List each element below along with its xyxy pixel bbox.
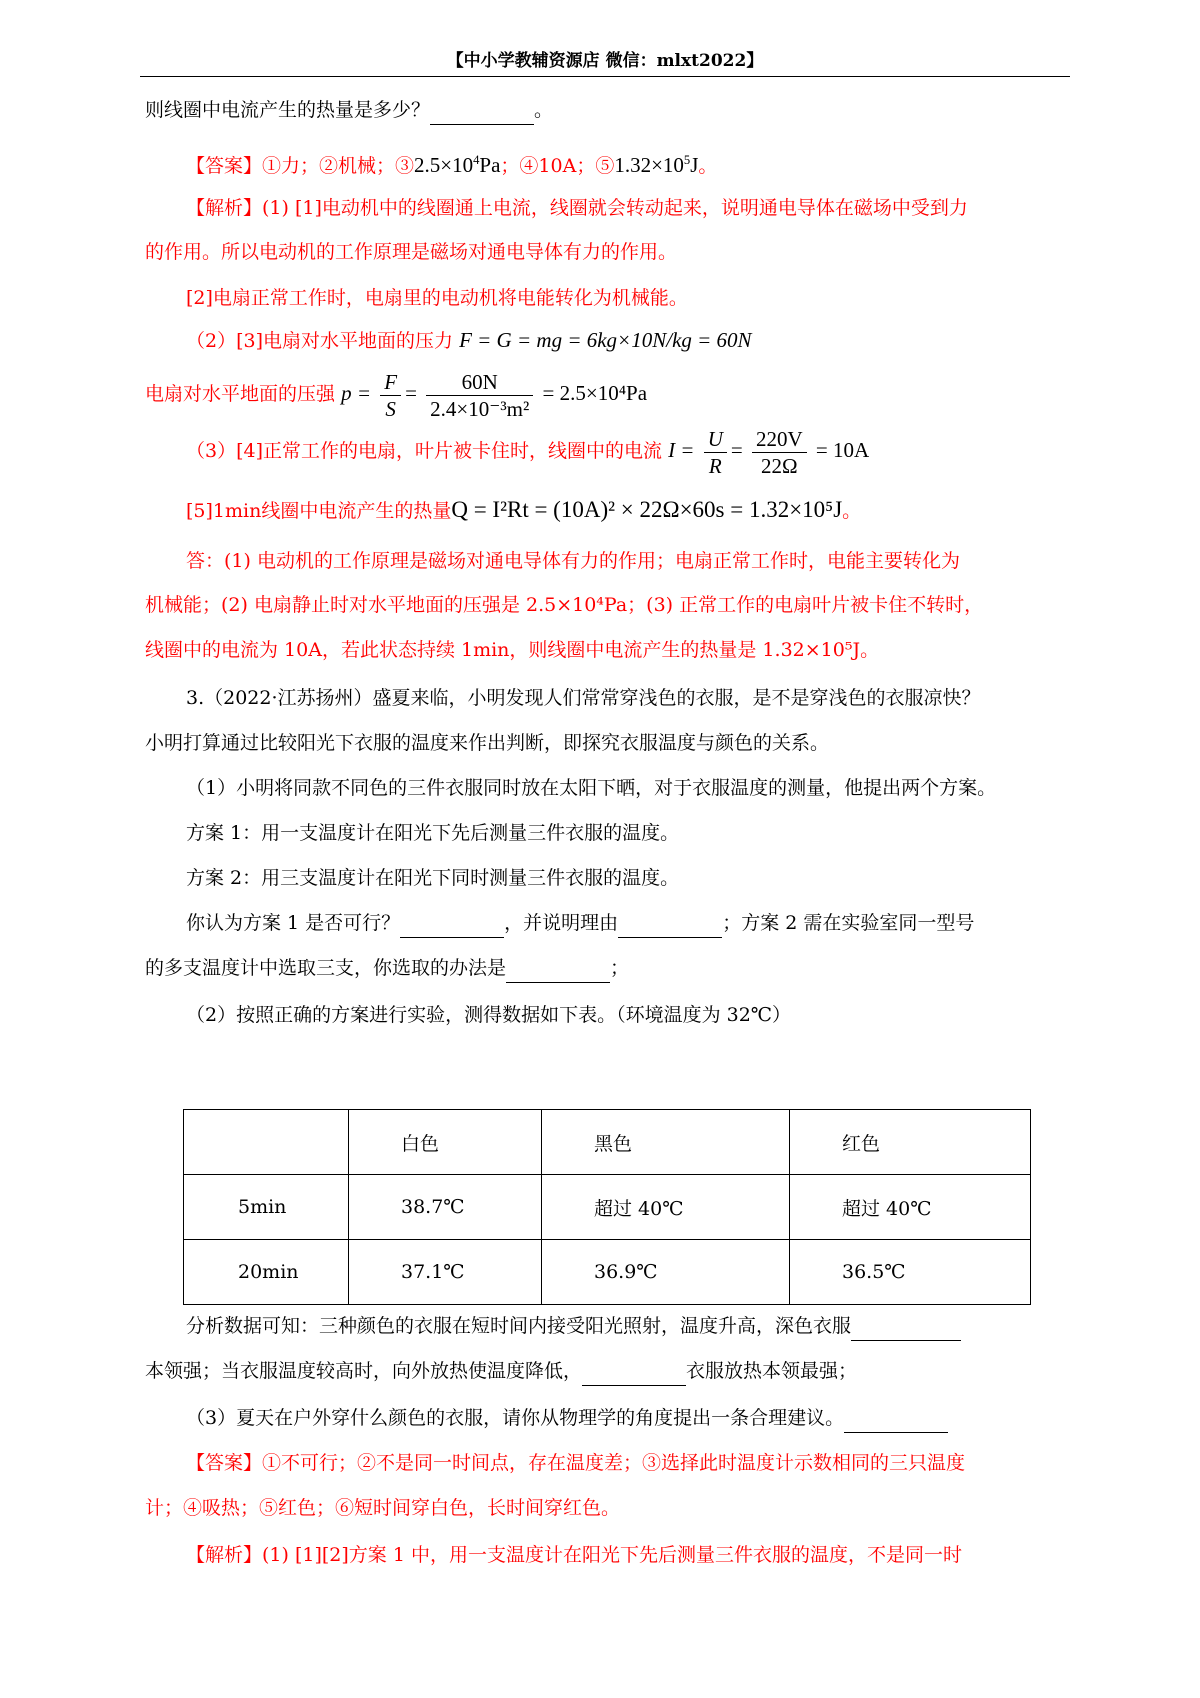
explanation-tag: 【解析】 <box>186 1544 263 1566</box>
answer-text: 。 <box>698 155 718 177</box>
explanation-1b: 的作用。所以电动机的工作原理是磁场对通电导体有力的作用。 <box>145 241 678 263</box>
text: ；方案 2 需在实验室同一型号 <box>722 912 975 934</box>
explanation-1g <box>186 492 1116 529</box>
answer-blank <box>582 1357 686 1386</box>
math-pressure: $2.5\times 10^4Pa$ <box>414 153 501 177</box>
explanation-text: 。 <box>842 500 862 522</box>
question-3h: （2）按照正确的方案进行实验，测得数据如下表。（环境温度为 32℃） <box>186 1004 792 1026</box>
explanation-text: [5]1min线圈中电流产生的热量 <box>186 500 452 522</box>
math-pressure-formula: p = $\frac{F}{S}$ = $\frac{60N}{\text{2.4×10⁻³m²}}$ = 2.5×10⁴Pa <box>341 369 648 421</box>
answer-tag: 【答案】 <box>186 155 263 177</box>
header-rule <box>140 76 1070 77</box>
explanation-text: (1) [1][2]方案 1 中，用一支温度计在阳光下先后测量三件衣服的温度，不是同一时 <box>262 1544 962 1566</box>
text: 的多支温度计中选取三支，你选取的办法是 <box>145 957 507 979</box>
table-cell: 20min <box>184 1240 349 1305</box>
question-3i <box>186 1312 1116 1341</box>
answer-blank <box>618 909 722 938</box>
answer-text: ①不可行；②不是同一时间点，存在温度差；③选择此时温度计示数相同的三只温度 <box>262 1452 966 1474</box>
answer-blank <box>844 1404 948 1433</box>
text: （3）夏天在户外穿什么颜色的衣服，请你从物理学的角度提出一条合理建议。 <box>186 1407 845 1429</box>
math-force: F = G = mg = 6kg×10N/kg = 60N <box>459 328 752 352</box>
table-cell: 37.1℃ <box>349 1240 542 1305</box>
explanation-text: (1) [1]电动机中的线圈通上电流，线圈就会转动起来，说明通电导体在磁场中受到力 <box>262 197 968 219</box>
table-cell: 38.7℃ <box>349 1175 542 1240</box>
explanation-tag: 【解析】 <box>186 197 263 219</box>
text: 则线圈中电流产生的热量是多少？ <box>145 99 431 121</box>
question-3c: （1）小明将同款不同色的三件衣服同时放在太阳下晒，对于衣服温度的测量，他提出两个方案。 <box>186 777 997 799</box>
line-1 <box>145 96 1075 125</box>
table-cell: 超过 40℃ <box>542 1175 790 1240</box>
summary-1a: 答：(1) 电动机的工作原理是磁场对通电导体有力的作用；电扇正常工作时，电能主要转化为 <box>186 550 960 572</box>
question-3g <box>145 954 1075 983</box>
table-cell: 36.5℃ <box>790 1240 1031 1305</box>
question-3f <box>186 909 1116 938</box>
table-cell: 白色 <box>349 1110 542 1175</box>
answer-blank <box>851 1312 961 1341</box>
question-3e: 方案 2：用三支温度计在阳光下同时测量三件衣服的温度。 <box>186 867 680 889</box>
question-3b: 小明打算通过比较阳光下衣服的温度来作出判断，即探究衣服温度与颜色的关系。 <box>145 732 830 754</box>
temperature-table <box>183 1109 1031 1305</box>
question-3k <box>186 1404 1116 1433</box>
answer-blank <box>506 954 610 983</box>
math-current-formula: I = $\frac{U}{R}$ = $\frac{220V}{22\Omega}$ = 10A <box>668 426 870 478</box>
explanation-1e <box>145 365 1075 421</box>
summary-1b: 机械能；(2) 电扇静止时对水平地面的压强是 2.5×10⁴Pa；(3) 正常工作的电扇叶片被卡住不转时， <box>145 594 984 616</box>
answer-blank <box>400 909 504 938</box>
explanation-1d <box>186 326 1116 355</box>
table-cell: 36.9℃ <box>542 1240 790 1305</box>
text: 分析数据可知：三种颜色的衣服在短时间内接受阳光照射，温度升高，深色衣服 <box>186 1315 852 1337</box>
table-cell <box>184 1110 349 1175</box>
answer-1 <box>186 146 1116 180</box>
table-cell: 超过 40℃ <box>790 1175 1031 1240</box>
explanation-1a <box>186 194 1116 222</box>
answer-blank <box>430 96 534 125</box>
table-cell: 黑色 <box>542 1110 790 1175</box>
table-cell: 红色 <box>790 1110 1031 1175</box>
explanation-1c: [2]电扇正常工作时，电扇里的电动机将电能转化为机械能。 <box>186 287 688 309</box>
question-3a: 3.（2022·江苏扬州）盛夏来临，小明发现人们常常穿浅色的衣服，是不是穿浅色的衣服凉快？ <box>186 687 981 709</box>
explanation-2a <box>186 1541 1116 1569</box>
explanation-1f <box>186 422 1116 478</box>
question-3d: 方案 1：用一支温度计在阳光下先后测量三件衣服的温度。 <box>186 822 680 844</box>
table-row <box>184 1240 1031 1305</box>
text: ； <box>610 957 630 979</box>
text: 本领强；当衣服温度较高时，向外放热使温度降低， <box>145 1360 583 1382</box>
explanation-text: （2）[3]电扇对水平地面的压力 <box>186 330 454 352</box>
math-heat: $1.32\times 10^5J$ <box>614 153 699 177</box>
answer-text: ；④10A；⑤ <box>500 155 615 177</box>
answer-2a <box>186 1449 1116 1477</box>
answer-tag: 【答案】 <box>186 1452 263 1474</box>
table-row <box>184 1175 1031 1240</box>
explanation-text: 电扇对水平地面的压强 <box>145 383 336 405</box>
answer-text: ①力；②机械；③ <box>262 155 415 177</box>
text: 衣服放热本领最强； <box>686 1360 858 1382</box>
answer-2b: 计；④吸热；⑤红色；⑥短时间穿白色，长时间穿红色。 <box>145 1497 621 1519</box>
explanation-text: （3）[4]正常工作的电扇，叶片被卡住时，线圈中的电流 <box>186 440 663 462</box>
text: 你认为方案 1 是否可行？ <box>186 912 401 934</box>
math-heat-formula: Q = I²Rt = (10A)² × 22Ω×60s = 1.32×10⁵J <box>451 497 843 522</box>
text: ，并说明理由 <box>504 912 619 934</box>
text: 。 <box>534 99 554 121</box>
question-3j <box>145 1357 1075 1386</box>
table-cell: 5min <box>184 1175 349 1240</box>
page-header: 【中小学教辅资源店 微信：mlxt2022】 <box>446 51 764 71</box>
table-header-row <box>184 1110 1031 1175</box>
summary-1c: 线圈中的电流为 10A，若此状态持续 1min，则线圈中电流产生的热量是 1.32×10⁵J。 <box>145 639 880 661</box>
